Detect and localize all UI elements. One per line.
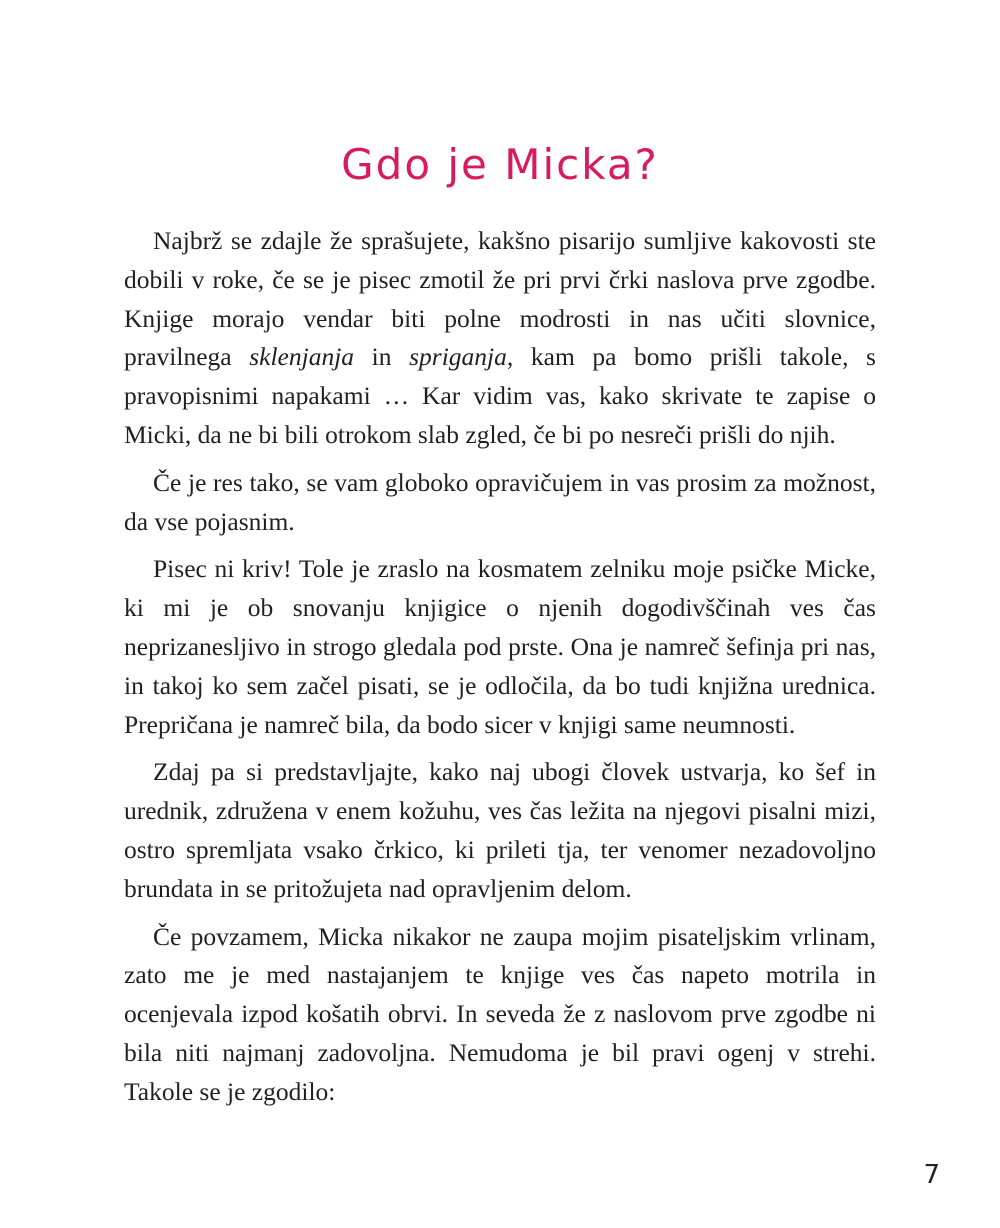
paragraph-text: in	[354, 342, 410, 372]
paragraph-1	[124, 222, 876, 455]
paragraph-text: Zdaj pa si predstavljajte, kako naj ubogi človek ustvarja, ko šef in urednik, združena v enem kožuhu, ves čas ležita na njegovi pisalni mizi, ostro spremljata vsako črkico, ki prileti tja, ter venomer nezadovoljno brundata in se pritožujeta nad opravljenim delom.	[124, 757, 876, 903]
italic-term: sklenjanja	[249, 342, 355, 372]
paragraph-text: Najbrž se zdajle že sprašujete, kakšno pisarijo sumljive kakovosti ste dobili v roke, če se je pisec zmotil že pri prvi črki naslova prve zgodbe. Knjige morajo vendar biti polne modrosti in nas učiti slovnice, pravilnega	[124, 226, 876, 372]
page-number: 7	[923, 1160, 940, 1190]
paragraph-4	[124, 753, 876, 908]
italic-term: spriganja	[409, 342, 507, 372]
paragraph-text: , kam pa bomo prišli takole, s pravopisnimi napakami … Kar vidim vas, kako skrivate te zapise o Micki, da ne bi bili otrokom slab zgled, če bi po nesreči prišli do njih.	[124, 342, 876, 449]
paragraph-5	[124, 918, 876, 1112]
paragraph-text: Če je res tako, se vam globoko opravičujem in vas prosim za možnost, da vse pojasnim.	[124, 467, 876, 536]
paragraph-text: Pisec ni kriv! Tole je zraslo na kosmatem zelniku moje psičke Micke, ki mi je ob snovanju knjigice o njenih dogodivščinah ves čas neprizanesljivo in strogo gledala pod prste. Ona je namreč šefinja pri nas, in takoj ko sem začel pisati, se je odločila, da bo tudi knjižna urednica. Prepričana je namreč bila, da bodo sicer v knjigi same neumnosti.	[124, 554, 876, 739]
paragraph-2	[124, 464, 876, 542]
body-text	[124, 222, 876, 1112]
paragraph-text: Če povzamem, Micka nikakor ne zaupa mojim pisateljskim vrlinam, zato me je med nastajanjem te knjige ves čas napeto motrila in ocenjevala izpod košatih obrvi. In seveda že z naslovom prve zgodbe ni bila niti najmanj zadovoljna. Nemudoma je bil pravi ogenj v strehi. Takole se je zgodilo:	[124, 921, 876, 1106]
chapter-title: Gdo je Micka?	[341, 140, 659, 189]
paragraph-3	[124, 550, 876, 744]
